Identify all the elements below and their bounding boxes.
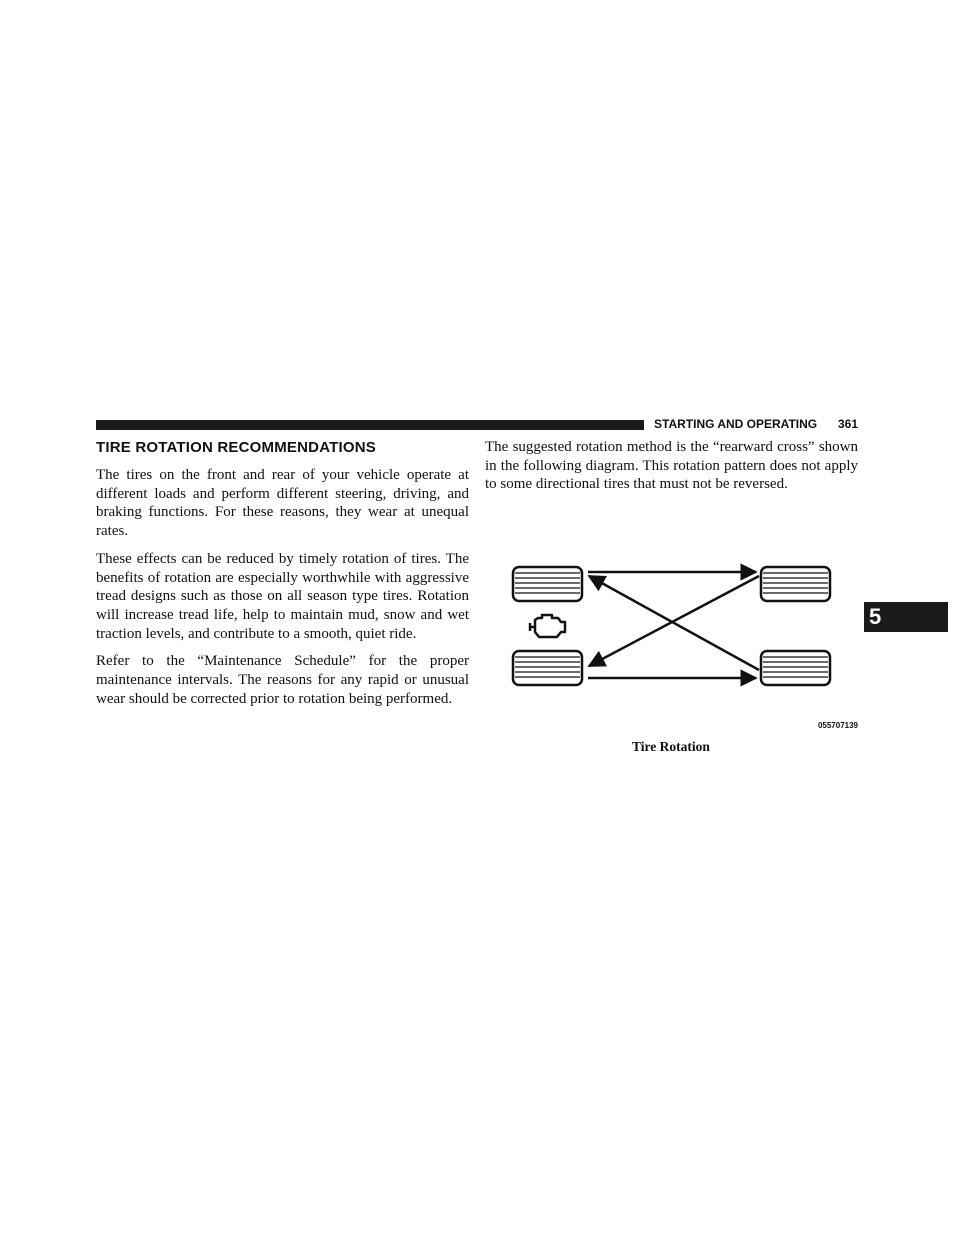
page-number: 361 [837,417,858,431]
paragraph: The tires on the front and rear of your vehicle operate at different loads and perform different steering, driving, and braking functions. For these reasons, they wear at unequal rates. [96,467,469,540]
figure-caption: Tire Rotation [632,739,710,754]
paragraph: These effects can be reduced by timely rotation of tires. The benefits of rotation are especially worthwhile with aggressive tread designs such as those on all season type tires. Rotation will increase tread life, help to maintain mud, snow and wet traction levels, and contribute to a smooth, quiet ride. [96,550,469,642]
tire-icon [761,651,830,685]
arrow-icon [588,572,759,678]
tire-icon [513,651,582,685]
engine-icon [530,615,565,637]
tire-icon [513,567,582,601]
running-header [654,417,858,433]
figure-code: 055707139 [817,721,858,730]
paragraph: Refer to the “Maintenance Schedule” for the proper maintenance intervals. The reasons for any rapid or unusual wear should be corrected prior to rotation being performed. [96,653,469,707]
section-heading: TIRE ROTATION RECOMMENDATIONS [96,439,376,456]
paragraph: The suggested rotation method is the “rearward cross” shown in the following diagram. This rotation pattern does not apply to some directional tires that must not be reversed. [485,439,858,493]
left-column [96,438,469,717]
right-column [485,438,858,503]
tire-rotation-diagram [505,560,860,735]
header-rule [96,420,644,430]
tire-icon [761,567,830,601]
section-title: STARTING AND OPERATING [654,417,818,431]
chapter-tab: 5 [864,602,948,632]
